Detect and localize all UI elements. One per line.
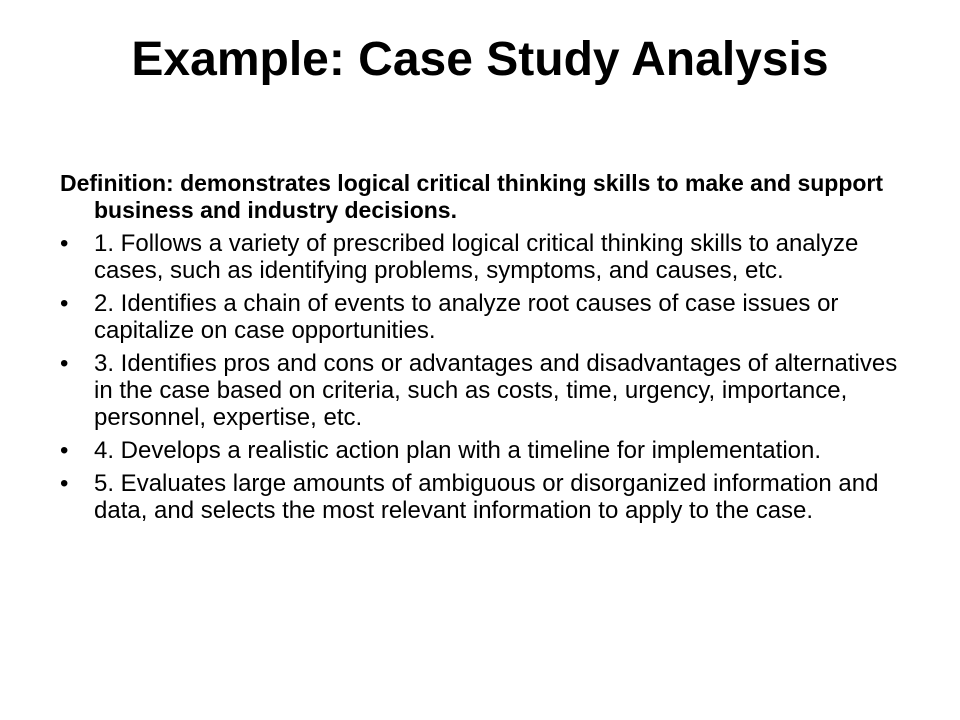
slide-body	[60, 170, 920, 530]
bullet-text: 1. Follows a variety of prescribed logical critical thinking skills to analyze cases, such as identifying problems, symptoms, and causes, etc.	[94, 230, 859, 284]
definition-text: Definition: demonstrates logical critical thinking skills to make and support business and industry decisions.	[60, 170, 884, 223]
bullet-icon: •	[60, 470, 69, 497]
bullet-icon: •	[60, 350, 69, 377]
bullet-text: 3. Identifies pros and cons or advantages and disadvantages of alternatives in the case based on criteria, such as costs, time, urgency, importance, personnel, expertise, etc.	[94, 350, 898, 431]
bullet-text: 4. Develops a realistic action plan with a timeline for implementation.	[94, 437, 822, 464]
bullet-item-3	[60, 350, 920, 431]
bullet-item-4	[60, 437, 920, 464]
bullet-item-2	[60, 290, 920, 344]
bullet-icon: •	[60, 290, 69, 317]
bullet-item-5	[60, 470, 920, 524]
bullet-icon: •	[60, 230, 69, 257]
bullet-text: 5. Evaluates large amounts of ambiguous or disorganized information and data, and selects the most relevant information to apply to the case.	[94, 470, 879, 524]
bullet-list	[60, 230, 920, 524]
bullet-item-1	[60, 230, 920, 284]
slide-title: Example: Case Study Analysis	[131, 33, 829, 86]
bullet-icon: •	[60, 437, 69, 464]
bullet-text: 2. Identifies a chain of events to analyze root causes of case issues or capitalize on case opportunities.	[94, 290, 839, 344]
